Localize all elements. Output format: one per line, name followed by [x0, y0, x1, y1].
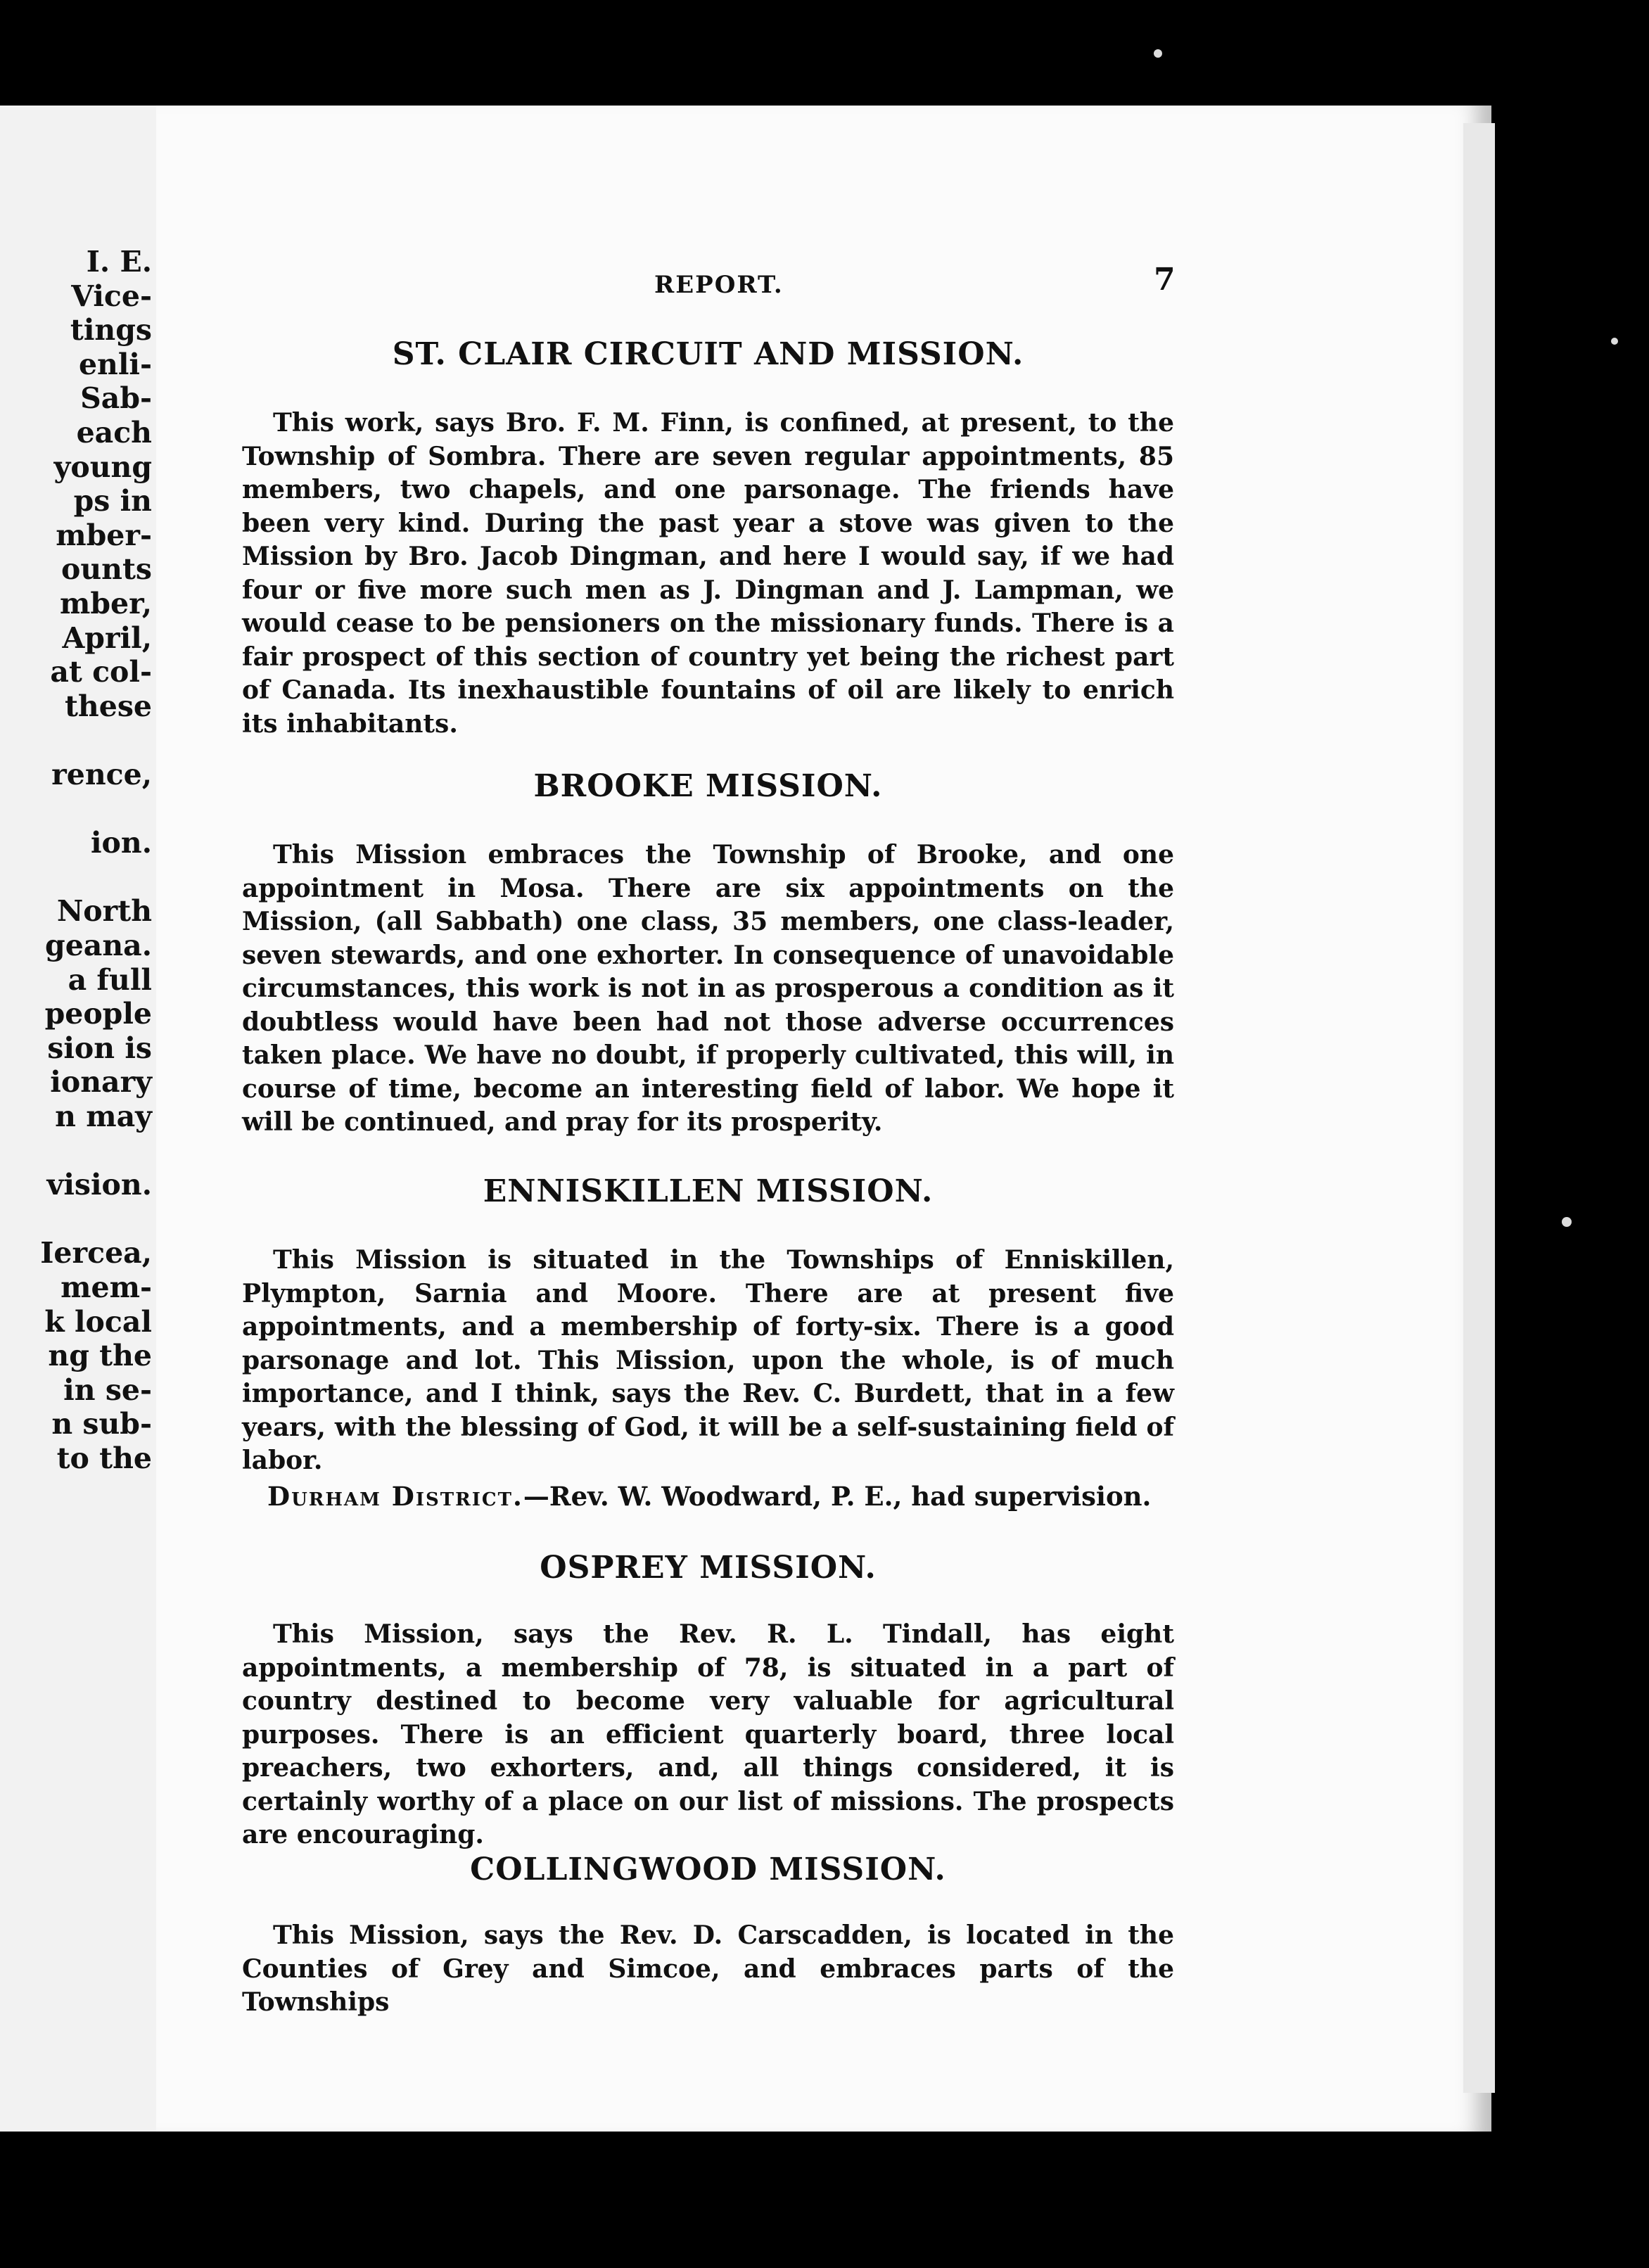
facing-page-line: Vice-: [71, 279, 152, 313]
facing-page-line: Iercea,: [40, 1236, 152, 1270]
facing-page-line: I. E.: [86, 245, 152, 279]
facing-page-line: ng the: [48, 1339, 152, 1373]
district-supervision: —Rev. W. Woodward, P. E., had supervision.: [523, 1481, 1152, 1512]
facing-page-line: n may: [55, 1100, 152, 1133]
facing-page-line: a full: [68, 962, 152, 997]
page-number: 7: [1154, 262, 1176, 298]
section-heading-collingwood: COLLINGWOOD MISSION.: [470, 1852, 946, 1887]
running-head: REPORT.: [654, 271, 784, 299]
page-edge: [1463, 123, 1495, 2093]
speck: [1562, 1217, 1572, 1227]
facing-page-line: n sub-: [51, 1407, 152, 1441]
facing-page-line: people: [44, 997, 152, 1031]
section-heading-brooke: BROOKE MISSION.: [533, 768, 883, 804]
facing-page-line: ion.: [90, 826, 152, 860]
facing-page-line: North: [56, 894, 152, 929]
facing-page-line: each: [76, 416, 152, 450]
section-text-st-clair: This work, says Bro. F. M. Finn, is confined, at present, to the Township of Sombra. There are seven regular appointments, 85 members, two chapels, and one parsonage. The friends have been very kind. During the past year a stove was given to the Mission by Bro. Jacob Dingman, and here I would say, if we had four or five more such men as J. Dingman and J. Lampman, we would cease to be pensioners on the missionary funds. There is a fair prospect of this section of country yet being the richest part of Canada. Its inexhaustible fountains of oil are likely to enrich its inhabitants.: [242, 408, 1174, 739]
facing-page-line: April,: [62, 620, 152, 655]
facing-page-line: rence,: [51, 758, 152, 791]
district-line: [267, 1481, 1182, 1512]
section-heading-enniskillen: ENNISKILLEN MISSION.: [483, 1173, 934, 1209]
facing-page-line: Sab-: [80, 381, 152, 416]
facing-page-line: mber-: [56, 518, 152, 552]
facing-page-line: enli-: [78, 347, 152, 381]
section-heading-osprey: OSPREY MISSION.: [540, 1550, 877, 1586]
section-text-brooke: This Mission embraces the Township of Brooke, and one appointment in Mosa. There are six appointments on the Mission, (all Sabbath) one class, 35 members, one class-leader, seven stewards, and one exhorter. In consequence of unavoidable circumstances, this work is not in as prosperous a condition as it doubtless would have been had not those adverse occurrences taken place. We have no doubt, if properly cultivated, this will, in course of time, become an interesting field of labor. We hope it will be continued, and pray for its prosperity.: [242, 840, 1174, 1137]
facing-page-line: in se-: [63, 1372, 152, 1407]
facing-page-line: vision.: [46, 1168, 152, 1202]
facing-page: [0, 106, 158, 2132]
facing-page-line: young: [53, 450, 152, 484]
speck: [1154, 49, 1162, 58]
facing-page-line: mber,: [59, 587, 152, 620]
facing-page-line: ps in: [73, 484, 152, 518]
facing-page-line: k local: [44, 1304, 152, 1339]
facing-page-line: ionary: [50, 1065, 152, 1100]
facing-page-line: mem-: [61, 1270, 152, 1304]
facing-page-line: at col-: [50, 655, 152, 689]
section-text-osprey: This Mission, says the Rev. R. L. Tindall, has eight appointments, a membership of 78, is situated in a part of country destined to become very valuable for agricultural purposes. There is an efficient quarterly board, three local preachers, two exhorters, and, all things considered, it is certainly worthy of a place on our list of missions. The prospects are encouraging.: [242, 1619, 1174, 1849]
facing-page-line: these: [64, 689, 152, 723]
section-text-enniskillen: This Mission is situated in the Townships of Enniskillen, Plympton, Sarnia and Moore. There are at present five appointments, and a membership of forty-six. There is a good parsonage and lot. This Mission, upon the whole, is of much importance, and I think, says the Rev. C. Burdett, that in a few years, with the blessing of God, it will be a self-sustaining field of labor.: [242, 1245, 1174, 1475]
section-text-collingwood: This Mission, says the Rev. D. Carscadden, is located in the Counties of Grey and Simcoe, and embraces parts of the Townships: [242, 1920, 1174, 2017]
district-name: Durham District.: [267, 1481, 523, 1512]
facing-page-line: sion is: [47, 1031, 152, 1065]
speck: [1611, 338, 1618, 345]
facing-page-line: tings: [70, 313, 152, 348]
facing-page-line: ounts: [61, 552, 152, 587]
section-heading-st-clair: ST. CLAIR CIRCUIT AND MISSION.: [392, 336, 1024, 372]
facing-page-line: to the: [56, 1441, 152, 1475]
facing-page-line: geana.: [45, 929, 152, 962]
